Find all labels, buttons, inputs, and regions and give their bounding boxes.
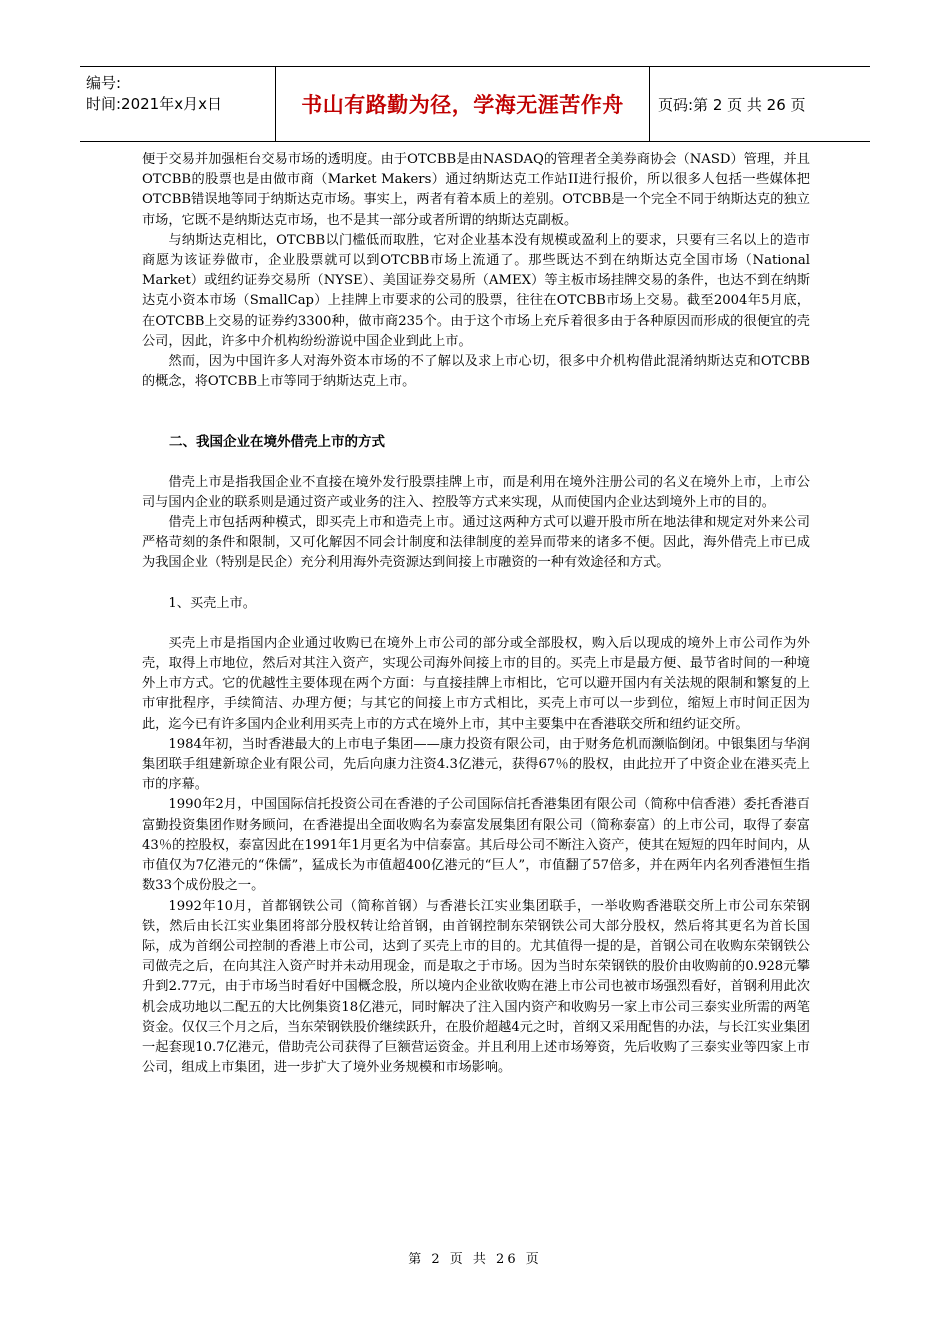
page-footer: 第 2 页 共 26 页 (408, 1252, 542, 1267)
section-heading: 二、我国企业在境外借壳上市的方式 (169, 434, 385, 451)
paragraph: 便于交易并加强柜台交易市场的透明度。由于OTCBB是由NASDAQ的管理者全美券商协会（NASD）管理，并且OTCBB的股票也是由做市商（Market Makers）通过纳斯达克工作站II进行报价，所以很多人包括一些媒体把OTCBB错误地等同于纳斯达克市场。事实上，两者有着本质上的差别。OTCBB是一个完全不同于纳斯达克的独立市场，它既不是纳斯达克市场，也不是其一部分或者所谓的纳斯达克副板。 (142, 152, 810, 228)
paragraph: 1992年10月，首都钢铁公司（简称首钢）与香港长江实业集团联手，一举收购香港联交所上市公司东荣钢铁，然后由长江实业集团将部分股权转让给首钢，由首钢控制东荣钢铁公司大部分股权，然后将其更名为首长国际，成为首纲公司控制的香港上市公司，达到了买壳上市的目的。尤其值得一提的是，首钢公司在收购东荣钢铁公司做壳之后，在向其注入资产时并未动用现金，而是取之于市场。因为当时东荣钢铁的股价由收购前的0.928元攀升到2.77元，由于市场当时看好中国概念股，所以境内企业欲收购在港上市公司也被市场强烈看好，首钢利用此次机会成功地以二配五的大比例集资18亿港元，同时解决了注入国内资产和收购另一家上市公司三泰实业所需的两笔资金。仅仅三个月之后，当东荣钢铁股价继续跃升，在股价超越4元之时，首纲又采用配售的办法，与长江实业集团一起套现10.7亿港元，借助壳公司获得了巨额营运资金。并且利用上述市场筹资，先后收购了三泰实业等四家上市公司，组成上市集团，进一步扩大了境外业务规模和市场影响。 (142, 898, 810, 1076)
document-date: 时间:2021年x月x日 (86, 95, 222, 113)
page-header (80, 66, 870, 142)
paragraph: 借壳上市是指我国企业不直接在境外发行股票挂牌上市，而是利用在境外注册公司的名义在境外上市，上市公司与国内企业的联系则是通过资产或业务的注入、控股等方式来实现，从而使国内企业达到境外上市的目的。 (142, 474, 810, 510)
paragraph: 与纳斯达克相比，OTCBB以门槛低而取胜，它对企业基本没有规模或盈利上的要求，只要有三名以上的造市商愿为该证券做市，企业股票就可以到OTCBB市场上流通了。那些既达不到在纳斯达克全国市场（National Market）或纽约证券交易所（NYSE）、美国证券交易所（AMEX）等主板市场挂牌交易的条件，也达不到在纳斯达克小资本市场（SmallCap）上挂牌上市要求的公司的股票，往往在OTCBB市场上交易。截至2004年5月底，在OTCBB上交易的证券约3300种，做市商235个。由于这个市场上充斥着很多由于各种原因而形成的很便宜的壳公司，因此，许多中介机构纷纷游说中国企业到此上市。 (142, 232, 810, 349)
subsection-heading: 1、买壳上市。 (168, 595, 256, 611)
paragraph: 1990年2月，中国国际信托投资公司在香港的子公司国际信托香港集团有限公司（简称中信香港）委托香港百富勤投资集团作财务顾问，在香港提出全面收购名为泰富发展集团有限公司（简称泰富）的上市公司，取得了泰富43％的控股权，泰富因此在1991年1月更名为中信泰富。其后母公司不断注入资产，使其在短短的四年时间内，从市值仅为7亿港元的“侏儒”，猛成长为市值超400亿港元的“巨人”，市值翻了57倍多，并在两年内名列香港恒生指数33个成份股之一。 (142, 797, 810, 894)
header-page-number: 页码:第 2 页 共 26 页 (658, 95, 806, 114)
document-body (142, 150, 810, 1078)
paragraph: 然而，因为中国许多人对海外资本市场的不了解以及求上市心切，很多中介机构借此混淆纳斯达克和OTCBB的概念，将OTCBB上市等同于纳斯达克上市。 (142, 354, 810, 390)
paragraph: 买壳上市是指国内企业通过收购已在境外上市公司的部分或全部股权，购入后以现成的境外上市公司作为外壳，取得上市地位，然后对其注入资产，实现公司海外间接上市的目的。买壳上市是最方便、最节省时间的一种境外上市方式。它的优越性主要体现在两个方面：与直接挂牌上市相比，它可以避开国内有关法规的限制和繁复的上市审批程序，手续简洁、办理方便；与其它的间接上市方式相比，买壳上市可以一步到位，缩短上市时间正因为此，迄今已有许多国内企业利用买壳上市的方式在境外上市，其中主要集中在香港联交所和纽约证交所。 (142, 635, 810, 732)
document-number: 编号: (86, 74, 122, 92)
header-meta (80, 67, 275, 141)
paragraph: 借壳上市包括两种模式，即买壳上市和造壳上市。通过这两种方式可以避开股市所在地法律和规定对外来公司严格苛刻的条件和限制，又可化解因不同会计制度和法律制度的差异而带来的诸多不便。因此，海外借壳上市已成为我国企业（特别是民企）充分利用海外壳资源达到间接上市融资的一种有效途径和方式。 (142, 515, 810, 571)
header-motto: 书山有路勤为径，学海无涯苦作舟 (275, 67, 650, 141)
paragraph: 1984年初，当时香港最大的上市电子集团——康力投资有限公司，由于财务危机而濒临倒闭。中银集团与华润集团联手组建新琼企业有限公司，先后向康力注资4.3亿港元，获得67％的股权，由此拉开了中资企业在港买壳上市的序幕。 (142, 736, 810, 793)
